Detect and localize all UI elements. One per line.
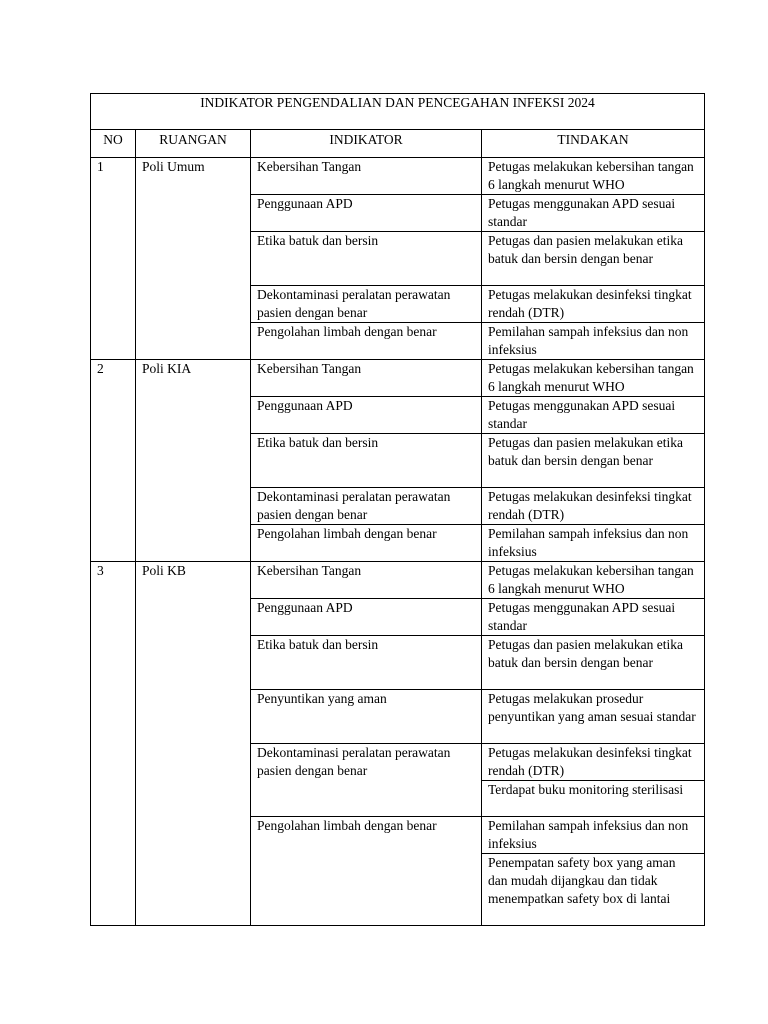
row-indikator: Penggunaan APD — [251, 195, 482, 232]
row-indikator: Dekontaminasi peralatan perawatan pasien dengan benar — [251, 744, 482, 817]
row-tindakan: Petugas melakukan prosedur penyuntikan yang aman sesuai standar — [482, 690, 705, 744]
row-tindakan: Petugas dan pasien melakukan etika batuk dan bersin dengan benar — [482, 636, 705, 690]
row-indikator: Pengolahan limbah dengan benar — [251, 817, 482, 926]
row-indikator: Etika batuk dan bersin — [251, 434, 482, 488]
row-indikator: Penyuntikan yang aman — [251, 690, 482, 744]
header-ruangan: RUANGAN — [136, 130, 251, 158]
row-tindakan-extra: Penempatan safety box yang aman dan mudah dijangkau dan tidak menempatkan safety box di lantai — [482, 854, 705, 926]
row-tindakan: Petugas melakukan kebersihan tangan 6 langkah menurut WHO — [482, 562, 705, 599]
row-indikator: Kebersihan Tangan — [251, 562, 482, 599]
row-tindakan: Petugas dan pasien melakukan etika batuk dan bersin dengan benar — [482, 232, 705, 286]
row-tindakan: Petugas dan pasien melakukan etika batuk dan bersin dengan benar — [482, 434, 705, 488]
row-indikator: Penggunaan APD — [251, 397, 482, 434]
row-tindakan: Petugas melakukan desinfeksi tingkat rendah (DTR) — [482, 286, 705, 323]
row-no: 1 — [91, 158, 136, 360]
table-title: INDIKATOR PENGENDALIAN DAN PENCEGAHAN INFEKSI 2024 — [91, 94, 705, 130]
table-row — [91, 360, 705, 397]
row-tindakan: Petugas menggunakan APD sesuai standar — [482, 397, 705, 434]
header-row — [91, 130, 705, 158]
row-tindakan-extra: Terdapat buku monitoring sterilisasi — [482, 781, 705, 817]
header-indikator: INDIKATOR — [251, 130, 482, 158]
row-tindakan: Petugas melakukan desinfeksi tingkat rendah (DTR) — [482, 488, 705, 525]
row-indikator: Etika batuk dan bersin — [251, 636, 482, 690]
row-tindakan: Petugas melakukan kebersihan tangan 6 langkah menurut WHO — [482, 158, 705, 195]
table-row — [91, 562, 705, 599]
row-indikator: Kebersihan Tangan — [251, 360, 482, 397]
row-tindakan: Petugas menggunakan APD sesuai standar — [482, 599, 705, 636]
row-ruangan: Poli Umum — [136, 158, 251, 360]
header-tindakan: TINDAKAN — [482, 130, 705, 158]
row-indikator: Kebersihan Tangan — [251, 158, 482, 195]
row-no: 3 — [91, 562, 136, 926]
ppi-indicator-table — [90, 93, 705, 926]
row-ruangan: Poli KIA — [136, 360, 251, 562]
row-indikator: Etika batuk dan bersin — [251, 232, 482, 286]
table-row — [91, 158, 705, 195]
row-tindakan: Pemilahan sampah infeksius dan non infeksius — [482, 817, 705, 854]
row-tindakan: Petugas melakukan desinfeksi tingkat rendah (DTR) — [482, 744, 705, 781]
header-no: NO — [91, 130, 136, 158]
row-indikator: Pengolahan limbah dengan benar — [251, 525, 482, 562]
row-tindakan: Petugas melakukan kebersihan tangan 6 langkah menurut WHO — [482, 360, 705, 397]
row-indikator: Pengolahan limbah dengan benar — [251, 323, 482, 360]
row-ruangan: Poli KB — [136, 562, 251, 926]
row-indikator: Dekontaminasi peralatan perawatan pasien dengan benar — [251, 286, 482, 323]
row-indikator: Penggunaan APD — [251, 599, 482, 636]
row-no: 2 — [91, 360, 136, 562]
row-tindakan: Pemilahan sampah infeksius dan non infeksius — [482, 323, 705, 360]
row-indikator: Dekontaminasi peralatan perawatan pasien dengan benar — [251, 488, 482, 525]
row-tindakan: Petugas menggunakan APD sesuai standar — [482, 195, 705, 232]
row-tindakan: Pemilahan sampah infeksius dan non infeksius — [482, 525, 705, 562]
